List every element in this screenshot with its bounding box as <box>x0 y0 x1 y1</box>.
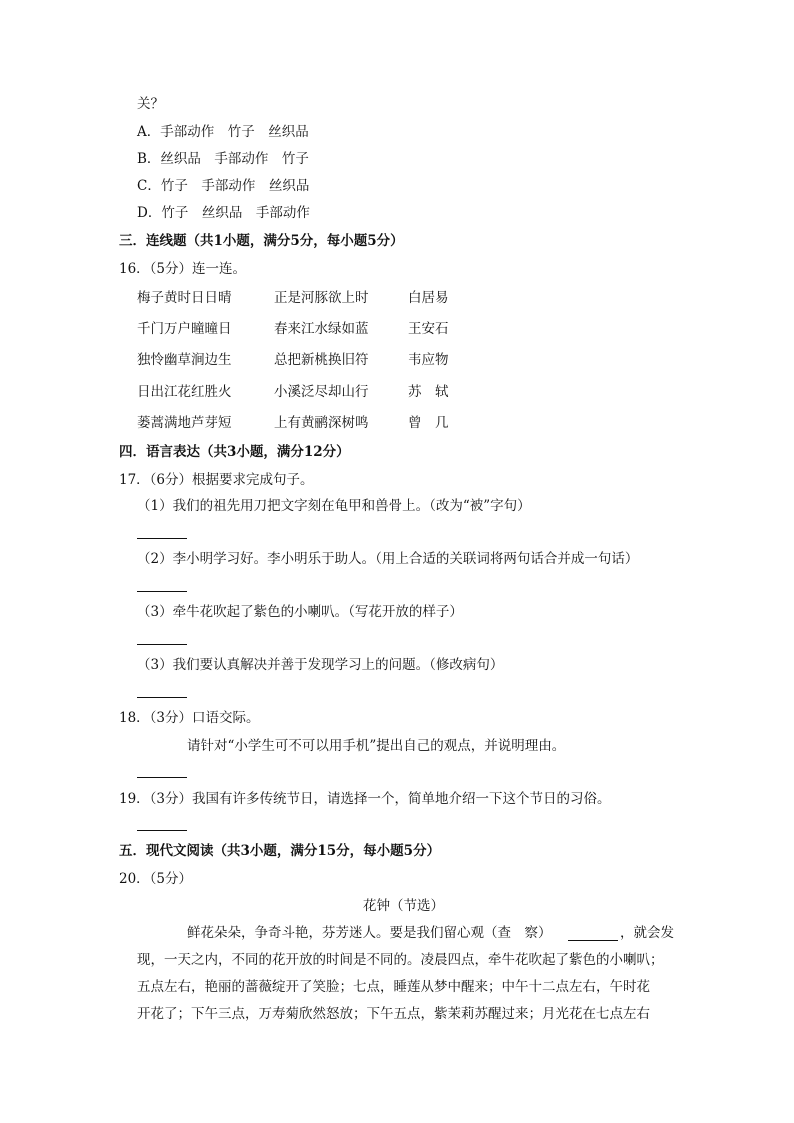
q16-col3-item[interactable]: 苏 轼 <box>408 384 449 400</box>
answer-blank[interactable] <box>137 830 187 831</box>
q19-stem: 19．（3分）我国有许多传统节日，请选择一个，简单地介绍一下这个节日的习俗。 <box>119 791 611 807</box>
section5-title: 五．现代文阅读（共3小题，满分15分，每小题5分） <box>119 843 441 859</box>
q16-col3-item[interactable]: 白居易 <box>408 290 449 306</box>
passage-line-1-before: 鲜花朵朵，争奇斗艳，芬芳迷人。要是我们留心观（查 察） <box>187 925 552 941</box>
passage-line: 开花了；下午三点，万寿菊欣然怒放；下午五点，紫茉莉苏醒过来；月光花在七点左右 <box>137 1006 650 1022</box>
q18-stem: 18．（3分）口语交际。 <box>119 710 260 726</box>
answer-blank[interactable] <box>137 591 187 592</box>
q16-stem: 16．（5分）连一连。 <box>119 261 247 277</box>
passage-line-1-after: ，就会发 <box>620 925 674 941</box>
passage-title: 花钟（节选） <box>363 898 444 914</box>
answer-blank[interactable] <box>568 940 618 941</box>
q16-col1-item[interactable]: 独怜幽草涧边生 <box>137 352 232 368</box>
q16-col3-item[interactable]: 王安石 <box>408 321 449 337</box>
q16-col2-item[interactable]: 春来江水绿如蓝 <box>274 321 369 337</box>
q16-col2-item[interactable]: 总把新桃换旧符 <box>274 352 369 368</box>
q17-item-1: （1）我们的祖先用刀把文字刻在龟甲和兽骨上。（改为“被”字句） <box>137 498 531 514</box>
section4-title: 四．语言表达（共3小题，满分12分） <box>119 444 350 460</box>
section3-title: 三．连线题（共1小题，满分5分，每小题5分） <box>119 233 404 249</box>
answer-blank[interactable] <box>137 697 187 698</box>
q17-item-2: （2）李小明学习好。李小明乐于助人。（用上合适的关联词将两句话合并成一句话） <box>137 551 639 567</box>
answer-blank[interactable] <box>137 538 187 539</box>
q16-col3-item[interactable]: 韦应物 <box>408 352 449 368</box>
q16-col1-item[interactable]: 蒌蒿满地芦芽短 <box>137 415 232 431</box>
answer-blank[interactable] <box>137 644 187 645</box>
q15-option-c: C．竹子 手部动作 丝织品 <box>137 178 310 194</box>
q17-item-4: （3）我们要认真解决并善于发现学习上的问题。（修改病句） <box>137 657 504 673</box>
passage-line: 五点左右，艳丽的蔷薇绽开了笑脸；七点，睡莲从梦中醒来；中午十二点左右，午时花 <box>137 979 650 995</box>
q17-stem: 17．（6分）根据要求完成句子。 <box>119 472 314 488</box>
q20-stem: 20．（5分） <box>119 871 193 887</box>
passage-line: 现，一天之内，不同的花开放的时间是不同的。凌晨四点，牵牛花吹起了紫色的小喇叭； <box>137 952 664 968</box>
q15-option-a: A．手部动作 竹子 丝织品 <box>137 124 309 140</box>
q15-tail: 关？ <box>137 96 164 112</box>
answer-blank[interactable] <box>137 777 187 778</box>
q16-col1-item[interactable]: 梅子黄时日日晴 <box>137 290 232 306</box>
q16-col2-item[interactable]: 正是河豚欲上时 <box>274 290 369 306</box>
q18-prompt: 请针对“小学生可不可以用手机”提出自己的观点，并说明理由。 <box>187 738 566 754</box>
q16-col1-item[interactable]: 千门万户曈曈日 <box>137 321 232 337</box>
q16-col2-item[interactable]: 小溪泛尽却山行 <box>274 384 369 400</box>
q15-option-b: B．丝织品 手部动作 竹子 <box>137 151 309 167</box>
q16-col2-item[interactable]: 上有黄鹂深树鸣 <box>274 415 369 431</box>
q16-col3-item[interactable]: 曾 几 <box>408 415 449 431</box>
q17-item-3: （3）牵牛花吹起了紫色的小喇叭。（写花开放的样子） <box>137 604 463 620</box>
q15-option-d: D．竹子 丝织品 手部动作 <box>137 205 310 221</box>
q16-col1-item[interactable]: 日出江花红胜火 <box>137 384 232 400</box>
